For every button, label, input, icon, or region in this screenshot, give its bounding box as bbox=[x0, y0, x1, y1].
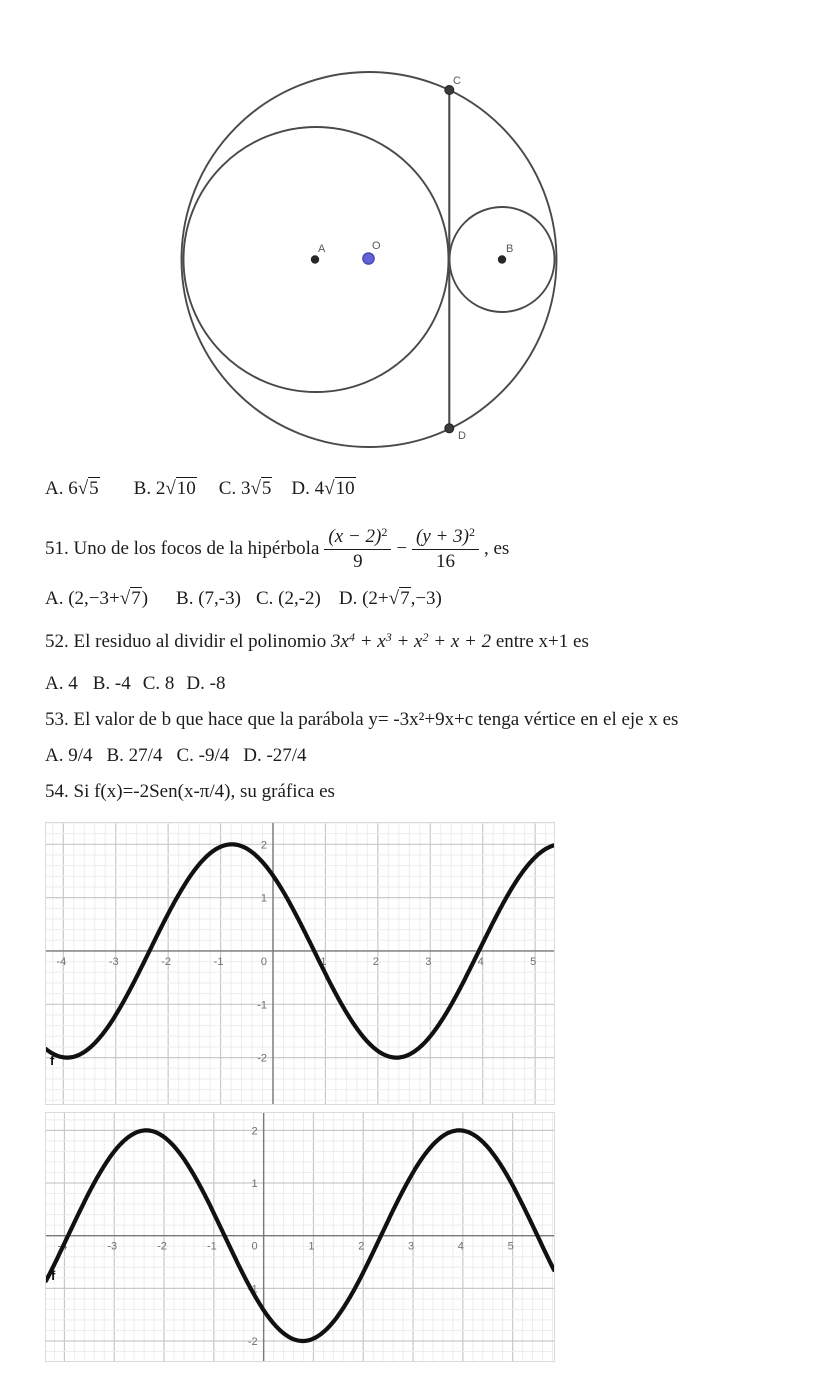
question-53: 53. El valor de b que hace que la parábola y= -3x²+9x+c tenga vértice en el eje x es bbox=[45, 709, 679, 730]
function-label-f-2: f bbox=[51, 1268, 56, 1283]
q51-fraction-2: $\frac{(y + 3)^2}{16}$ bbox=[412, 526, 479, 573]
label-a: A bbox=[318, 243, 326, 255]
svg-text:-4: -4 bbox=[57, 1240, 68, 1253]
q52-suffix: entre x+1 es bbox=[491, 631, 589, 652]
point-o bbox=[363, 253, 374, 264]
point-d bbox=[445, 424, 454, 433]
svg-text:1: 1 bbox=[308, 1240, 315, 1253]
option-q50-a: A. 6√5 bbox=[45, 478, 99, 499]
svg-text:-1: -1 bbox=[213, 955, 224, 968]
geometry-diagram bbox=[0, 0, 834, 468]
svg-text:3: 3 bbox=[425, 955, 432, 968]
options-q51 bbox=[45, 586, 442, 612]
svg-text:4: 4 bbox=[457, 1240, 464, 1253]
point-a bbox=[311, 255, 319, 263]
q51-text: 51. Uno de los focos de la hipérbola bbox=[45, 538, 320, 559]
graph-option-1-canvas bbox=[46, 823, 554, 1104]
label-c: C bbox=[453, 75, 461, 87]
question-51 bbox=[45, 520, 509, 578]
option-q53-a: A. 9/4 bbox=[45, 745, 93, 766]
svg-text:2: 2 bbox=[251, 1125, 258, 1138]
svg-text:1: 1 bbox=[251, 1178, 258, 1191]
q51-suffix: , es bbox=[483, 538, 510, 559]
svg-text:-4: -4 bbox=[56, 955, 67, 968]
option-q51-b: B. (7,-3) bbox=[176, 588, 241, 609]
svg-text:-1: -1 bbox=[247, 1283, 258, 1296]
option-q52-b: B. -4 bbox=[92, 673, 131, 694]
sqrt-sign: √ bbox=[250, 478, 261, 499]
svg-text:-2: -2 bbox=[257, 1052, 268, 1065]
option-q52-c: C. 8 bbox=[142, 673, 175, 694]
svg-text:2: 2 bbox=[358, 1240, 365, 1253]
options-q52 bbox=[45, 671, 225, 697]
label-d: D bbox=[458, 430, 466, 442]
svg-text:5: 5 bbox=[530, 955, 537, 968]
q51-fraction-1: $\frac{(x - 2)^2}{9}$ bbox=[324, 526, 391, 573]
svg-text:2: 2 bbox=[372, 955, 379, 968]
option-q51-a: A. (2,−3+√7) bbox=[45, 588, 149, 609]
option-q50-d: D. 4√10 bbox=[291, 478, 355, 499]
options-q50 bbox=[45, 476, 356, 502]
option-q53-c: C. -9/4 bbox=[176, 745, 230, 766]
svg-text:-2: -2 bbox=[157, 1240, 167, 1253]
sqrt-sign: √ bbox=[119, 588, 131, 609]
option-q50-c: C. 3√5 bbox=[218, 478, 272, 499]
question-52 bbox=[45, 629, 589, 655]
sqrt-sign: √ bbox=[77, 478, 89, 499]
svg-text:-3: -3 bbox=[108, 955, 119, 968]
svg-text:-2: -2 bbox=[161, 955, 172, 968]
svg-text:4: 4 bbox=[477, 955, 484, 968]
question-54: 54. Si f(x)=-2Sen(x-π/4), su gráfica es bbox=[45, 781, 335, 802]
graph-option-2-canvas bbox=[46, 1113, 554, 1361]
option-q52-d: D. -8 bbox=[186, 673, 226, 694]
option-q51-d: D. (2+√7,−3) bbox=[338, 588, 442, 609]
sqrt-sign: √ bbox=[165, 478, 176, 499]
label-b: B bbox=[506, 243, 514, 255]
svg-text:-3: -3 bbox=[107, 1240, 118, 1253]
option-q53-d: D. -27/4 bbox=[243, 745, 307, 766]
svg-text:5: 5 bbox=[507, 1240, 514, 1253]
svg-text:0: 0 bbox=[251, 1240, 258, 1253]
svg-text:1: 1 bbox=[320, 955, 327, 968]
point-b bbox=[498, 255, 506, 263]
q52-text: 52. El residuo al dividir el polinomio bbox=[45, 631, 327, 652]
q51-minus-sign: − bbox=[396, 538, 408, 559]
svg-text:0: 0 bbox=[260, 955, 268, 968]
graph-option-2 bbox=[45, 1112, 555, 1362]
svg-text:-1: -1 bbox=[206, 1240, 217, 1253]
svg-text:-2: -2 bbox=[247, 1335, 258, 1348]
options-q53 bbox=[45, 743, 307, 769]
svg-text:1: 1 bbox=[260, 892, 268, 905]
q52-polynomial: $3x^4 + x^3 + x^2 + x + 2$ bbox=[331, 630, 492, 652]
option-q51-c: C. (2,-2) bbox=[255, 588, 321, 609]
svg-text:3: 3 bbox=[407, 1240, 415, 1253]
option-q50-b: B. 2√10 bbox=[133, 478, 196, 499]
sqrt-sign: √ bbox=[388, 588, 400, 609]
svg-text:-1: -1 bbox=[257, 999, 268, 1012]
graph-option-1 bbox=[45, 822, 555, 1105]
option-q52-a: A. 4 bbox=[45, 673, 78, 694]
function-label-f-1: f bbox=[50, 1053, 55, 1068]
sqrt-sign: √ bbox=[324, 478, 335, 499]
label-o: O bbox=[372, 240, 381, 252]
option-q53-b: B. 27/4 bbox=[106, 745, 163, 766]
svg-text:2: 2 bbox=[260, 839, 268, 852]
